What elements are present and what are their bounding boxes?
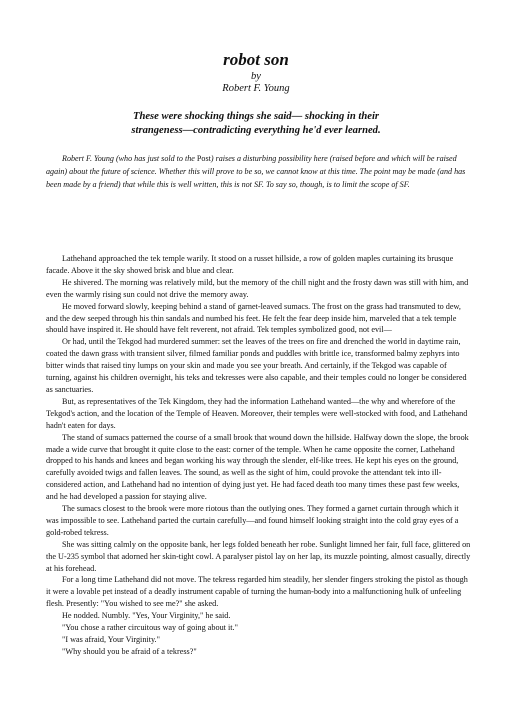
byline-by: by [251,71,261,82]
author-name: Robert F. Young [222,83,290,94]
paragraph: Lathehand approached the tek temple warily. It stood on a russet hillside, a row of golden maples curtaining its brusque facade. Above it the sky showed brisk and blue and clear. [46,254,454,275]
paragraph: "You chose a rather circuitous way of going about it." [62,623,238,633]
paragraph: For a long time Lathehand did not move. The tekress regarded him steadily, her slender fingers stroking the pistol as though it were a lovable pet instead of a deadly instrument capable of turning the human-body into a malfunctioning hulk of unfeeling flesh. Presently: "You wished to see me?" she asked. [46,575,468,609]
paragraph: "I was afraid, Your Virginity." [62,635,160,644]
paragraph: Or had, until the Tekgod had murdered summer: set the leaves of the trees on fire and drenched the world in daytime rain, coated the dawn grass with transient silver, filmed familiar ponds and puddles with brittle ice, transformed balmy zephyrs into bitter winds that raised tiny lumps on your skin and made you see your breath. And certainly, if the Tekgod was capable of turning, against his children overnight, his teks and tekresses were also capable, and their temples could no longer be considered as sanctuaries. [46,337,467,394]
paragraph: He nodded. Numbly. "Yes, Your Virginity," he said. [62,611,231,621]
teaser-line-2: strangeness—contradicting everything he'd ever learned. [131,125,381,136]
paragraph: But, as representatives of the Tek Kingdom, they had the information Lathehand wanted—the why and wherefore of the Tekgod's action, and the location of the Temple of Heaven. Moreover, their temples were well-stocked with food, and Lathehand hadn't eaten for days. [46,396,468,430]
paragraph: The sumacs closest to the brook were more riotous than the outlying ones. They formed a garnet curtain through which it was impossible to see. Lathehand parted the curtain carefully—and found himself looking straight into the cold gray eyes of a gold-robed tekress. [46,504,459,537]
intro-post: Post [196,154,211,163]
intro-part-1: Robert F. Young (who has just sold to the [62,154,197,163]
editor-introduction [46,152,471,191]
teaser-line-1: These were shocking things she said— shocking in their [132,111,380,122]
paragraph: The stand of sumacs patterned the course of a small brook that wound down the hillside. Halfway down the slope, the brook made a wide curve that brought it quite close to the east: corner of the temple. When he came opposite the corner, Lathehand dropped to his hands and knees and began working his way through the slender, elf-like trees. He kept his eyes on the ground, carefully avoided twigs and fallen leaves. The sound, as well as the sight of him, could provoke the attendant tek into ill-considered action, and Lathehand had no intention of dying just yet. He had faced death too many times these past few weeks, and he had developed a passion for staying alive. [46,432,469,502]
teaser-blurb [90,110,422,138]
story-title: robot son [223,50,289,69]
paragraph: He shivered. The morning was relatively mild, but the memory of the chill night and the frosty dawn was still with him, and even the warmly rising sun could not drive the memory away. [46,277,469,299]
intro-part-2: ) raises a disturbing possibility here (raised before and which will be raised again) about the future of science. Whether this will prove to be so, we cannot know at this time. The point may be made (and has been made by a friend) that while this is well written, this is not SF. To say so, though, is to limit the scope of SF. [46,154,466,189]
paragraph: "Why should you be afraid of a tekress?" [62,646,197,656]
paragraph: She was sitting calmly on the opposite bank, her legs folded beneath her robe. Sunlight limned her fair, full face, glittered on the U-235 symbol that adorned her skin-tight cowl. A paralyser pistol lay on her lap, its muzzle pointing, almost casually, directly at his forehead. [46,539,471,573]
paragraph: He moved forward slowly, keeping behind a stand of garnet-leaved sumacs. The frost on the grass had transmuted to dew, and the dew seeped through his thin sandals and numbed his feet. He felt the fear deep inside him, marveled that a tek temple should have inspired it. He should have felt reverent, not afraid. Tek temples symbolized good, not evil— [46,301,461,335]
story-body [46,253,473,658]
